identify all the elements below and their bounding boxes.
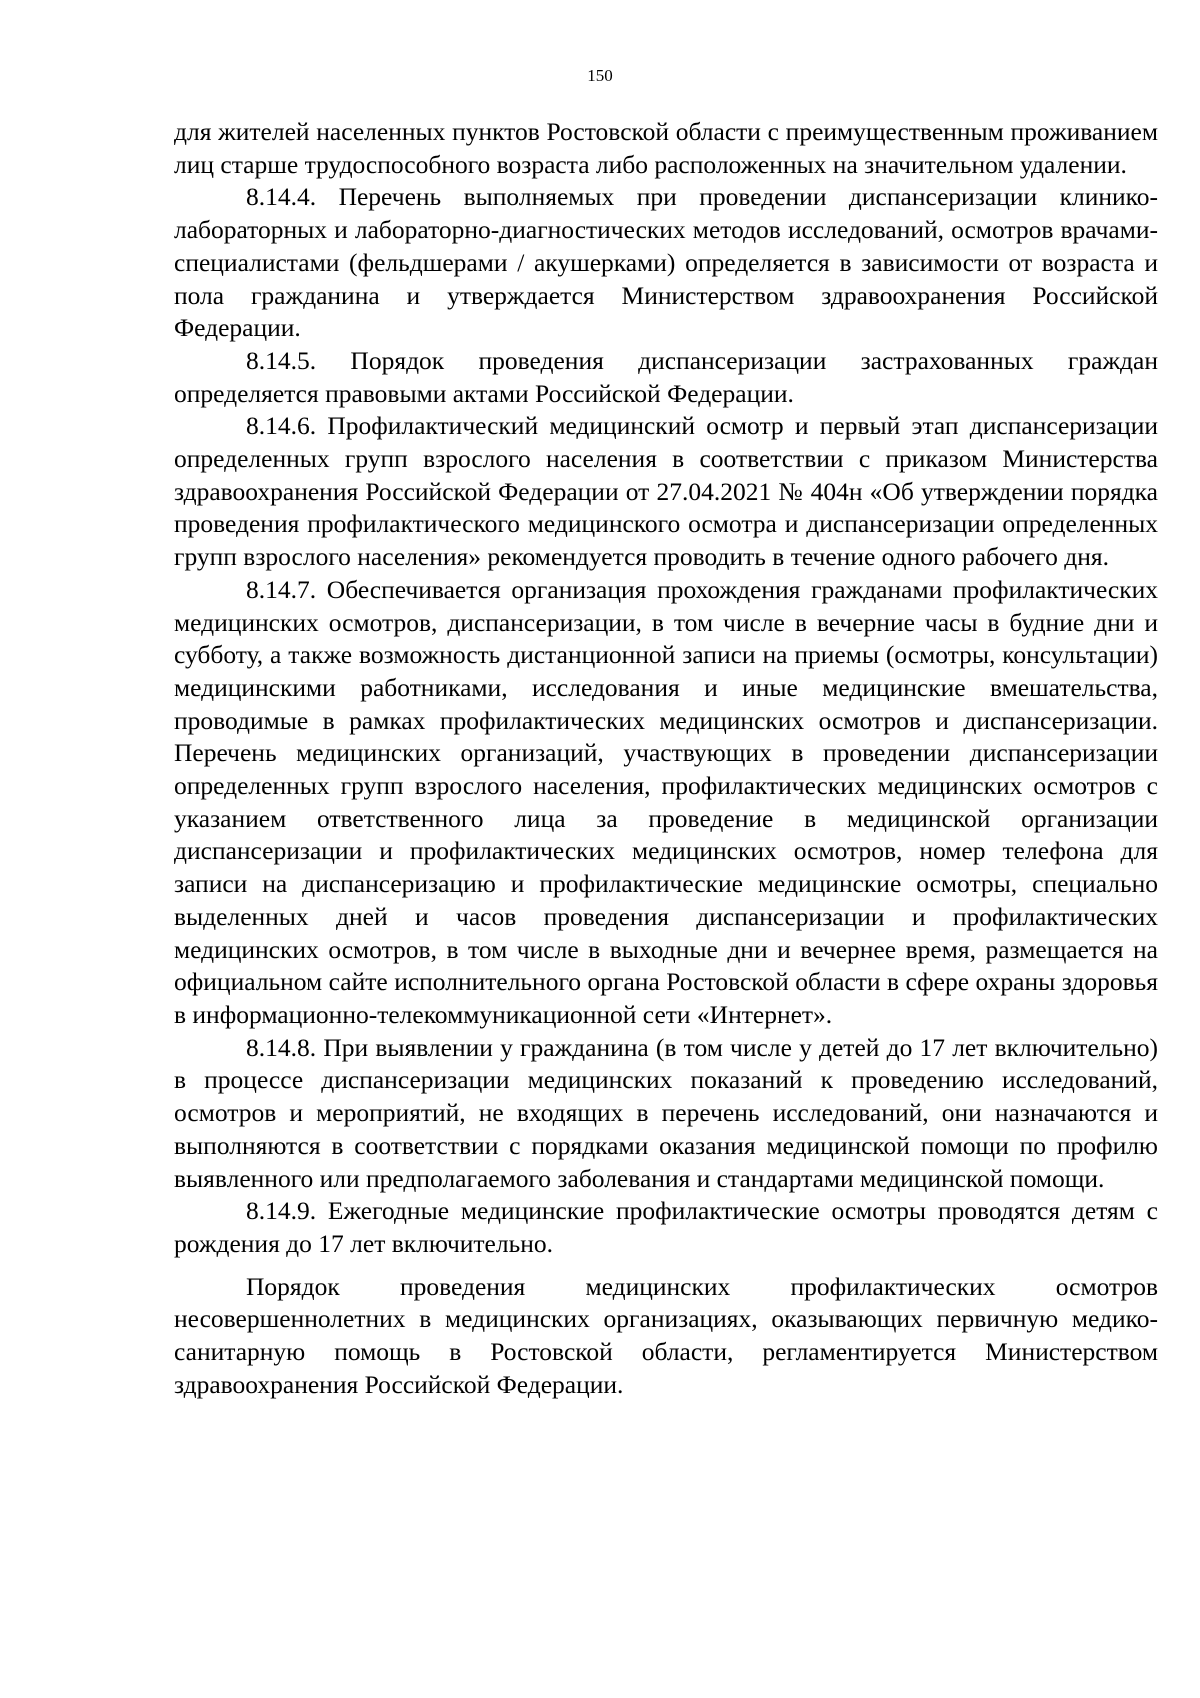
paragraph-8-14-5: 8.14.5. Порядок проведения диспансеризации застрахованных граждан определяется правовыми актами Российской Федерации.	[174, 345, 1158, 408]
paragraph-8-14-6: 8.14.6. Профилактический медицинский осмотр и первый этап диспансеризации определенных групп взрослого населения в соответствии с приказом Министерства здравоохранения Российской Федерации от 27.04.2021 № 404н «Об утверждении порядка проведения профилактического медицинского осмотра и диспансеризации определенных групп взрослого населения» рекомендуется проводить в течение одного рабочего дня.	[174, 411, 1158, 572]
paragraph-8-14-4: 8.14.4. Перечень выполняемых при проведении диспансеризации клинико-лабораторных и лабораторно-диагностических методов исследований, осмотров врачами-специалистами (фельдшерами / акушерками) определяется в зависимости от возраста и пола гражданина и утверждается Министерством здравоохранения Российской Федерации.	[174, 182, 1158, 343]
paragraph-order: Порядок проведения медицинских профилактических осмотров несовершеннолетних в медицинских организациях, оказывающих первичную медико-санитарную помощь в Ростовской области, регламентируется Министерством здравоохранения Российской Федерации.	[174, 1271, 1158, 1399]
paragraph-continuation: для жителей населенных пунктов Ростовской области с преимущественным проживанием лиц старше трудоспособного возраста либо расположенных на значительном удалении.	[174, 117, 1158, 179]
document-body	[174, 116, 1158, 1401]
page-number: 150	[587, 66, 613, 85]
paragraph-8-14-8: 8.14.8. При выявлении у гражданина (в том числе у детей до 17 лет включительно) в процессе диспансеризации медицинских показаний к проведению исследований, осмотров и мероприятий, не входящих в перечень исследований, они назначаются и выполняются в соответствии с порядками оказания медицинской помощи по профилю выявленного или предполагаемого заболевания и стандартами медицинской помощи.	[174, 1032, 1158, 1193]
paragraph-8-14-9: 8.14.9. Ежегодные медицинские профилактические осмотры проводятся детям с рождения до 17 лет включительно.	[174, 1196, 1158, 1258]
paragraph-8-14-7: 8.14.7. Обеспечивается организация прохождения гражданами профилактических медицинских осмотров, диспансеризации, в том числе в вечерние часы в будние дни и субботу, а также возможность дистанционной записи на приемы (осмотры, консультации) медицинскими работниками, исследования и иные медицинские вмешательства, проводимые в рамках профилактических медицинских осмотров и диспансеризации. Перечень медицинских организаций, участвующих в проведении диспансеризации определенных групп взрослого населения, профилактических медицинских осмотров с указанием ответственного лица за проведение в медицинской организации диспансеризации и профилактических медицинских осмотров, номер телефона для записи на диспансеризацию и профилактические медицинские осмотры, специально выделенных дней и часов проведения диспансеризации и профилактических медицинских осмотров, в том числе в выходные дни и вечернее время, размещается на официальном сайте исполнительного органа Ростовской области в сфере охраны здоровья в информационно-телекоммуникационной сети «Интернет».	[174, 574, 1158, 1029]
